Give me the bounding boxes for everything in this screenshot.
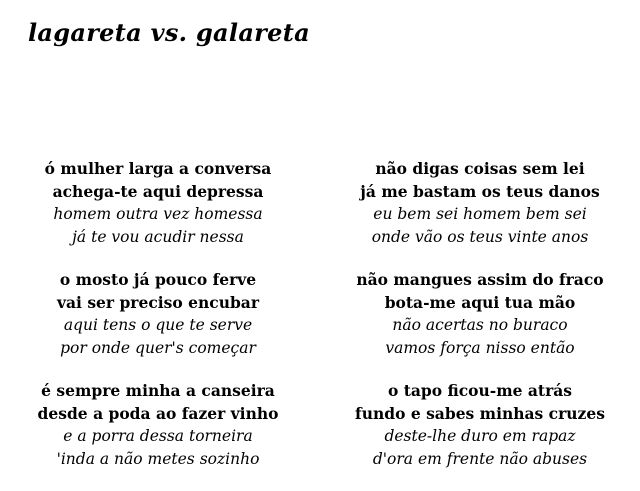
verse-line: eu bem sei homem bem sei (373, 205, 587, 223)
verse-line: já te vou acudir nessa (72, 227, 244, 246)
verse-line: bota-me aqui tua mão (384, 292, 576, 312)
poem-column-right (330, 158, 630, 491)
verse-line: não mangues assim do fraco (356, 270, 604, 289)
verse-line: desde a poda ao fazer vinho (37, 403, 279, 423)
stanza (330, 158, 630, 248)
verse-line: 'inda a não metes sozinho (56, 449, 260, 468)
verse-line: ó mulher larga a conversa (44, 159, 272, 178)
verse-line: o tapo ficou-me atrás (387, 381, 573, 400)
verse-line: onde vão os teus vinte anos (371, 227, 589, 246)
verse-line: é sempre minha a canseira (41, 381, 275, 400)
verse-line: já me bastam os teus danos (360, 181, 600, 201)
stanza (8, 158, 308, 248)
poem-column-left (8, 158, 308, 491)
stanza (330, 269, 630, 359)
verse-line: vai ser preciso encubar (56, 292, 260, 312)
page-title: lagareta vs. galareta (28, 18, 310, 47)
verse-line: e a porra dessa torneira (63, 427, 253, 445)
verse-line: deste-lhe duro em rapaz (384, 427, 576, 445)
verse-line: por onde quer's começar (60, 338, 256, 357)
stanza (8, 269, 308, 359)
verse-line: achega-te aqui depressa (52, 181, 264, 201)
verse-line: fundo e sabes minhas cruzes (355, 403, 605, 423)
verse-line: d'ora em frente não abuses (372, 449, 588, 468)
stanza (8, 380, 308, 470)
stanza (330, 380, 630, 470)
verse-line: vamos força nisso então (385, 338, 575, 357)
verse-line: não digas coisas sem lei (375, 159, 585, 178)
verse-line: aqui tens o que te serve (63, 316, 253, 334)
verse-line: não acertas no buraco (392, 316, 568, 334)
verse-line: o mosto já pouco ferve (59, 270, 257, 289)
verse-line: homem outra vez homessa (53, 205, 263, 223)
